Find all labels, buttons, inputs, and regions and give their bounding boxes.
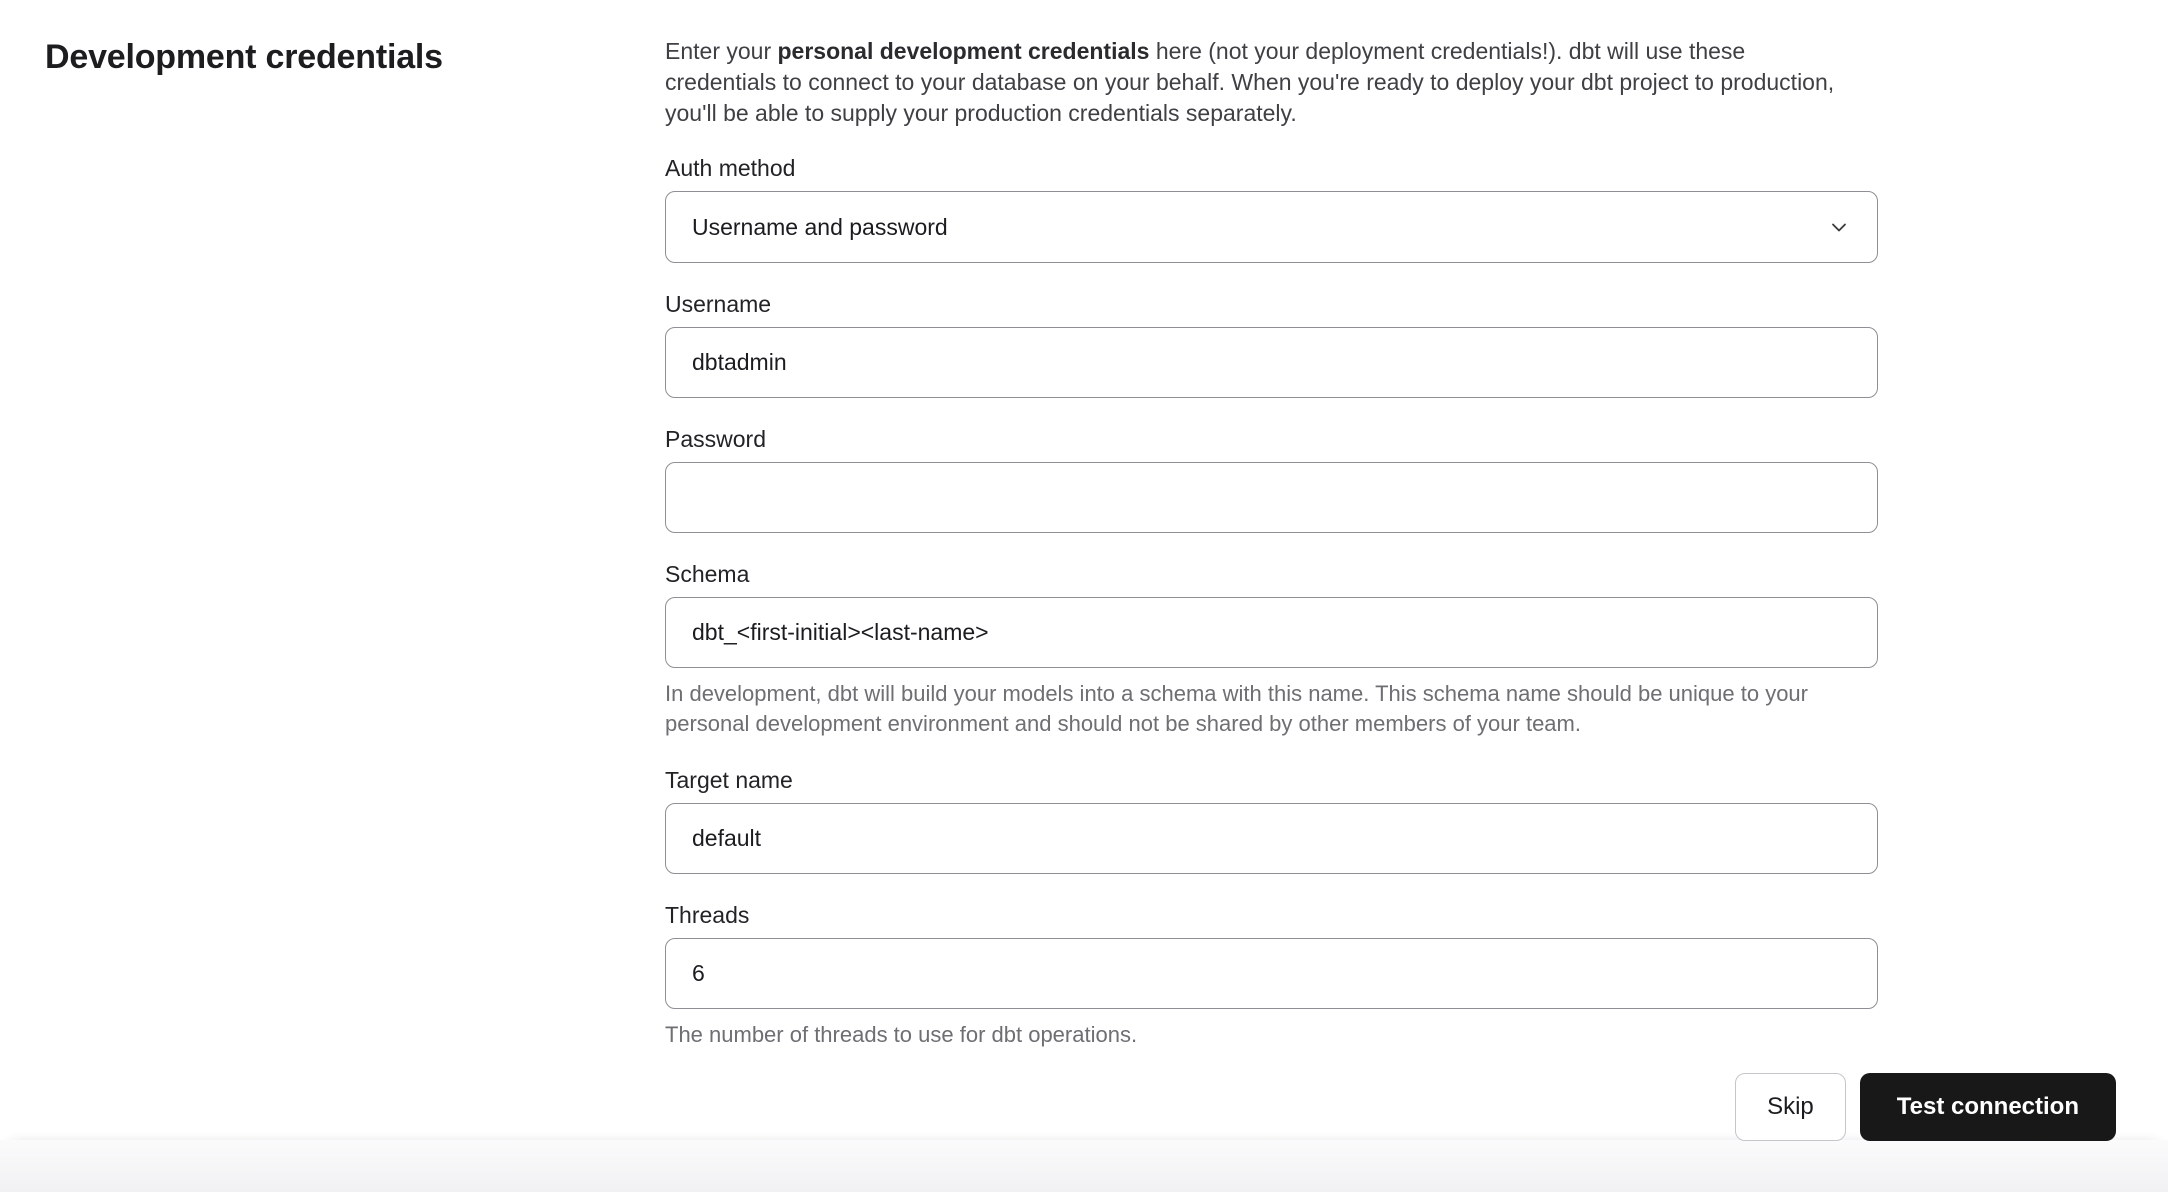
- auth-method-select[interactable]: [665, 191, 1878, 263]
- form-actions: [1735, 1073, 2116, 1141]
- auth-method-selected-value: Username and password: [692, 213, 948, 240]
- test-connection-button[interactable]: Test connection: [1860, 1073, 2116, 1141]
- schema-help-text: In development, dbt will build your models into a schema with this name. This schema name should be unique to your personal development environment and should not be shared by other members of your team.: [665, 681, 1808, 736]
- schema-label: Schema: [665, 561, 750, 587]
- chevron-down-icon: [1827, 215, 1851, 239]
- target-name-label: Target name: [665, 767, 793, 793]
- username-label: Username: [665, 291, 772, 317]
- threads-field: [665, 900, 1878, 1050]
- auth-method-label: Auth method: [665, 155, 796, 181]
- threads-input[interactable]: [665, 938, 1878, 1009]
- threads-label: Threads: [665, 902, 750, 928]
- target-name-input[interactable]: [665, 803, 1878, 874]
- description-suffix: here (not your deployment credentials!). dbt will use these credentials to connect to your database on your behalf. When you're ready to deploy your dbt project to production, you'll be able to supply your production credentials separately.: [665, 38, 1835, 126]
- auth-method-field: [665, 153, 1878, 263]
- credentials-form: [665, 36, 1878, 1076]
- section-heading-column: [45, 36, 665, 1076]
- password-input[interactable]: [665, 462, 1878, 533]
- description-bold: personal development credentials: [777, 38, 1150, 64]
- threads-help-text: The number of threads to use for dbt operations.: [665, 1022, 1138, 1047]
- schema-input[interactable]: [665, 597, 1878, 668]
- page-title: Development credentials: [45, 38, 443, 76]
- password-label: Password: [665, 426, 766, 452]
- username-input[interactable]: [665, 327, 1878, 398]
- description-prefix: Enter your: [665, 38, 778, 64]
- form-description: [665, 36, 1845, 129]
- skip-button[interactable]: Skip: [1735, 1073, 1846, 1141]
- password-field: [665, 424, 1878, 533]
- footer-band: [0, 1140, 2168, 1192]
- username-field: [665, 289, 1878, 398]
- target-name-field: [665, 765, 1878, 874]
- schema-field: [665, 559, 1878, 739]
